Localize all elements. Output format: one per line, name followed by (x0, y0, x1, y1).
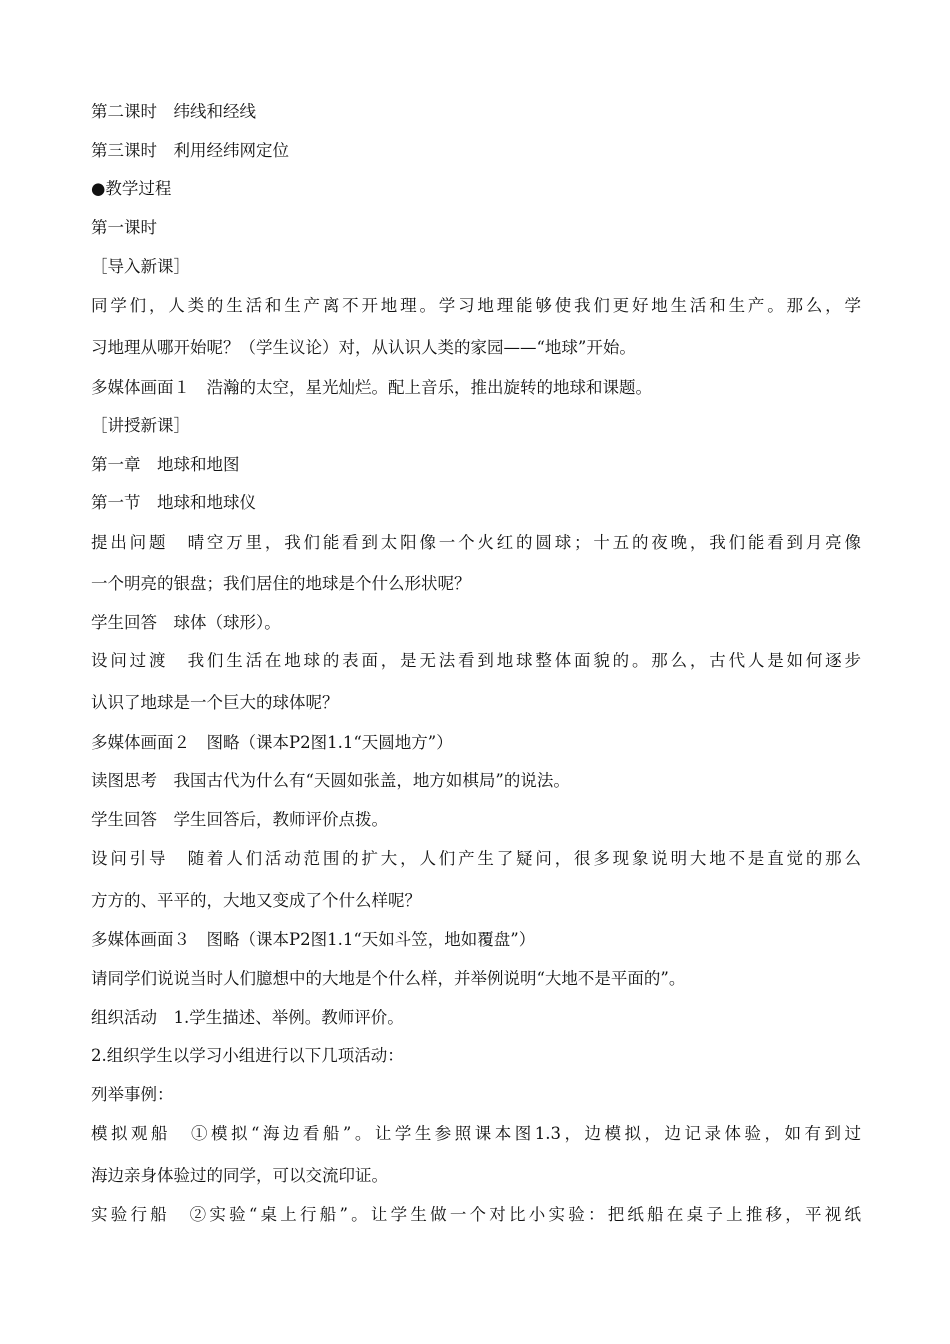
paragraph-line: 提出问题 晴空万里，我们能看到太阳像一个火红的圆球；十五的夜晚，我们能看到月亮像 (91, 533, 861, 552)
paragraph-line: 一个明亮的银盘；我们居住的地球是个什么形状呢？ (91, 574, 471, 593)
lesson-heading-2: 第二课时 纬线和经线 (91, 102, 256, 121)
paragraph-line: 设问过渡 我们生活在地球的表面，是无法看到地球整体面貌的。那么，古代人是如何逐步 (91, 651, 861, 670)
paragraph-line: 认识了地球是一个巨大的球体呢？ (91, 693, 339, 712)
multimedia-3: 多媒体画面３ 图略（课本P2图1.1“天如斗笠，地如覆盘”） (91, 930, 536, 949)
section-heading: 第一节 地球和地球仪 (91, 493, 256, 512)
paragraph-line: 同学们，人类的生活和生产离不开地理。学习地理能够使我们更好地生活和生产。那么，学 (91, 296, 861, 315)
chapter-heading: 第一章 地球和地图 (91, 455, 240, 474)
multimedia-1: 多媒体画面１ 浩瀚的太空，星光灿烂。配上音乐，推出旋转的地球和课题。 (91, 378, 652, 397)
lesson-heading-3: 第三课时 利用经纬网定位 (91, 141, 289, 160)
paragraph-line: 海边亲身体验过的同学，可以交流印证。 (91, 1166, 388, 1185)
student-answer-1: 学生回答 球体（球形）。 (91, 613, 281, 632)
paragraph-line: 请同学们说说当时人们臆想中的大地是个什么样，并举例说明“大地不是平面的”。 (91, 969, 686, 988)
paragraph-line: 习地理从哪开始呢？（学生议论）对，从认识人类的家园——“地球”开始。 (91, 338, 636, 357)
examples-heading: 列举事例： (91, 1085, 174, 1104)
student-answer-2: 学生回答 学生回答后，教师评价点拨。 (91, 810, 388, 829)
reading-thinking: 读图思考 我国古代为什么有“天圆如张盖，地方如棋局”的说法。 (91, 771, 570, 790)
multimedia-2: 多媒体画面２ 图略（课本P2图1.1“天圆地方”） (91, 733, 453, 752)
paragraph-line: 模拟观船 ①模拟“海边看船”。让学生参照课本图1.3，边模拟，边记录体验，如有到过 (91, 1124, 861, 1143)
paragraph-line: 实验行船 ②实验“桌上行船”。让学生做一个对比小实验：把纸船在桌子上推移，平视纸 (91, 1205, 861, 1224)
paragraph-line: 方方的、平平的，大地又变成了个什么样呢？ (91, 891, 421, 910)
activity-line: 2.组织学生以学习小组进行以下几项活动： (91, 1046, 404, 1065)
activity-line: 组织活动 1.学生描述、举例。教师评价。 (91, 1008, 404, 1027)
intro-heading: ［导入新课］ (91, 257, 190, 276)
paragraph-line: 设问引导 随着人们活动范围的扩大，人们产生了疑问，很多现象说明大地不是直觉的那么 (91, 849, 861, 868)
lesson-one-heading: 第一课时 (91, 218, 157, 237)
new-lesson-heading: ［讲授新课］ (91, 416, 190, 435)
section-teaching-process: ●教学过程 (91, 179, 172, 198)
